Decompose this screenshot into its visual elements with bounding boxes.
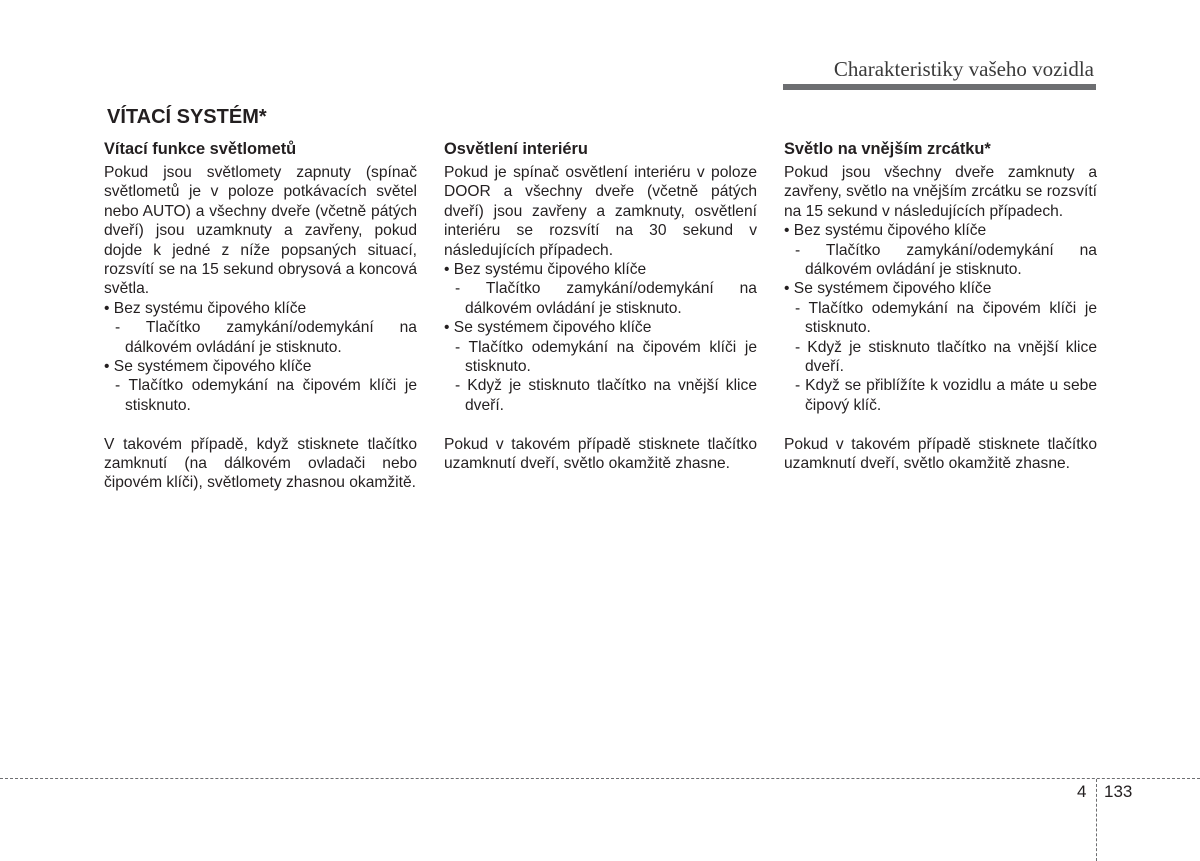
column-heading: Vítací funkce světlometů <box>104 140 297 158</box>
footer-divider <box>0 778 1200 779</box>
section-title: VÍTACÍ SYSTÉM* <box>107 106 267 128</box>
bullet-item: • Bez systému čipového klíče <box>444 261 647 279</box>
bullet-item: • Se systémem čipového klíče <box>444 319 652 337</box>
bullet-item: • Bez systému čipového klíče <box>104 299 307 317</box>
page-number: 133 <box>1104 782 1133 801</box>
column-intro: Pokud jsou světlomety zapnuty (spínač světlometů je v poloze potkávacích světel nebo AUTO) a všechny dveře (včetně pátých dveří) jsou uzamknuty a zavřeny, pokud dojde k jedné z níže popsaných situací, rozsvítí se na 15 sekund obrysová a koncová světla. <box>104 164 417 298</box>
column-headlight-welcome <box>104 139 417 493</box>
column-interior-light <box>444 139 757 473</box>
bullet-item: • Se systémem čipového klíče <box>784 280 992 298</box>
footer-vertical-divider <box>1096 779 1097 861</box>
sub-item: - Když je stisknuto tlačítko na vnější klice dveří. <box>795 338 1097 376</box>
bullet-item: • Se systémem čipového klíče <box>104 358 312 376</box>
column-outro: Pokud v takovém případě stisknete tlačítko uzamknutí dveří, světlo okamžitě zhasne. <box>784 435 1097 473</box>
header-bar <box>783 84 1096 90</box>
column-heading: Osvětlení interiéru <box>444 140 588 158</box>
column-outro: V takovém případě, když stisknete tlačítko zamknutí (na dálkovém ovladači nebo čipovém klíči), světlomety zhasnou okamžitě. <box>104 435 417 492</box>
sub-item: - Když je stisknuto tlačítko na vnější klice dveří. <box>455 377 757 414</box>
sub-item: - Když se přiblížíte k vozidlu a máte u sebe čipový klíč. <box>795 377 1097 414</box>
chapter-number: 4 <box>1077 782 1087 801</box>
page-header-title: Charakteristiky vašeho vozidla <box>833 57 1094 81</box>
sub-item: - Tlačítko zamykání/odemykání na dálkovém ovládání je stisknuto. <box>115 319 417 356</box>
sub-item: - Tlačítko zamykání/odemykání na dálkovém ovládání je stisknuto. <box>455 280 757 317</box>
bullet-item: • Bez systému čipového klíče <box>784 222 987 240</box>
column-intro: Pokud jsou všechny dveře zamknuty a zavřeny, světlo na vnějším zrcátku se rozsvítí na 15 sekund v následujících případech. <box>784 164 1097 220</box>
column-mirror-light <box>784 139 1097 473</box>
sub-item: - Tlačítko odemykání na čipovém klíči je stisknuto. <box>115 377 417 414</box>
sub-item: - Tlačítko zamykání/odemykání na dálkovém ovládání je stisknuto. <box>795 241 1097 279</box>
column-heading: Světlo na vnějším zrcátku* <box>784 140 991 158</box>
column-outro: Pokud v takovém případě stisknete tlačítko uzamknutí dveří, světlo okamžitě zhasne. <box>444 435 757 473</box>
sub-item: - Tlačítko odemykání na čipovém klíči je stisknuto. <box>795 299 1097 337</box>
sub-item: - Tlačítko odemykání na čipovém klíči je stisknuto. <box>455 338 757 376</box>
column-intro: Pokud je spínač osvětlení interiéru v poloze DOOR a všechny dveře (včetně pátých dveří) jsou zavřeny a zamknuty, osvětlení interiéru se rozsvítí na 30 sekund v následujících případech. <box>444 164 757 259</box>
